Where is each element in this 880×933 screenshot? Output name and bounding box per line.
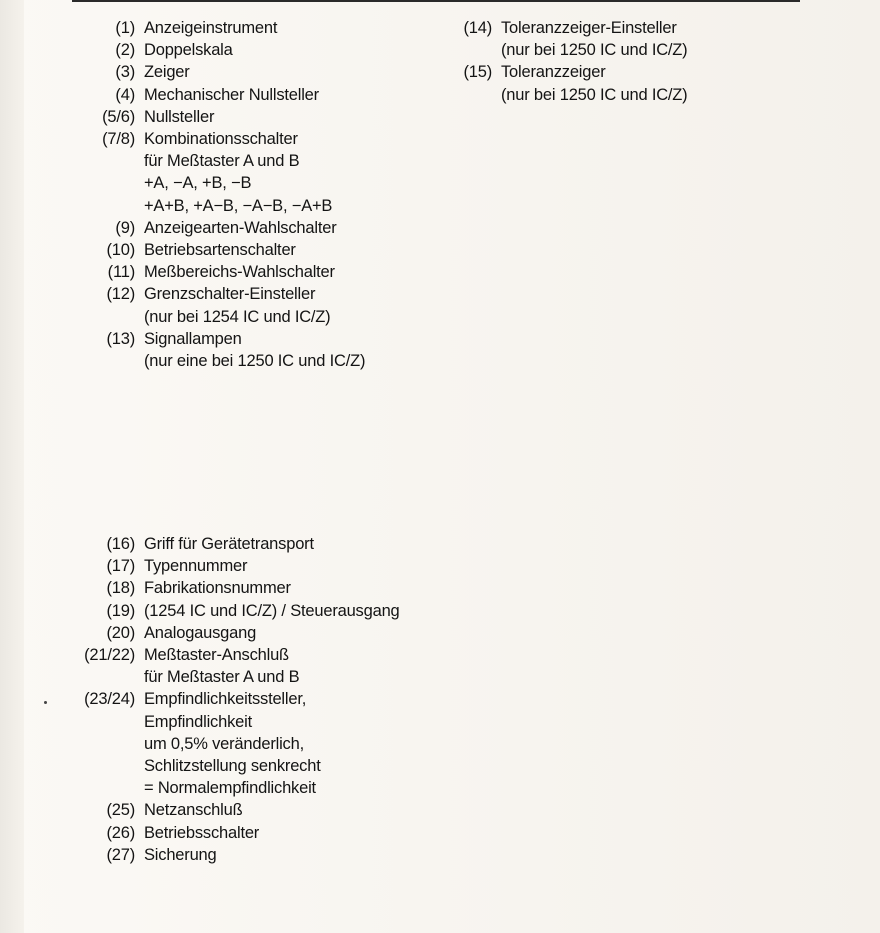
legend-description-line: Schlitzstellung senkrecht xyxy=(144,757,321,776)
legend-description xyxy=(144,39,233,61)
legend-description-line: (nur bei 1250 IC und IC/Z) xyxy=(501,41,688,60)
legend-description-line: (nur bei 1254 IC und IC/Z) xyxy=(144,307,331,326)
legend-description xyxy=(144,217,337,239)
legend-item xyxy=(70,17,365,39)
legend-number: (19) xyxy=(106,601,135,620)
legend-description xyxy=(144,644,299,688)
legend-description-line: Netzanschluß xyxy=(144,801,243,820)
legend-description-line: Fabrikationsnummer xyxy=(144,579,291,598)
legend-number: (5/6) xyxy=(102,107,135,126)
legend-description-line: Anzeigeinstrument xyxy=(144,19,278,37)
legend-item xyxy=(50,644,400,688)
legend-description xyxy=(144,239,296,261)
legend-number: (4) xyxy=(115,85,135,104)
legend-number: (27) xyxy=(106,845,135,864)
top-rule xyxy=(72,0,800,2)
legend-list-top-left xyxy=(70,17,365,372)
legend-description xyxy=(144,533,314,555)
legend-description-line: +A+B, +A−B, −A−B, −A+B xyxy=(144,196,333,215)
legend-number: (20) xyxy=(106,623,135,642)
legend-item xyxy=(50,822,400,844)
legend-description xyxy=(144,128,332,217)
legend-list-bottom xyxy=(50,533,400,866)
legend-item xyxy=(70,84,365,106)
legend-item xyxy=(50,555,400,577)
legend-description-line: Betriebsschalter xyxy=(144,823,260,842)
legend-number: (3) xyxy=(115,63,135,82)
legend-item xyxy=(50,844,400,866)
legend-number: (11) xyxy=(107,263,135,282)
legend-number: (14) xyxy=(463,19,492,37)
legend-description-line: Mechanischer Nullsteller xyxy=(144,85,319,104)
legend-description xyxy=(501,61,687,105)
legend-description-line: Toleranzzeiger-Einsteller xyxy=(501,19,677,37)
legend-number: (16) xyxy=(106,535,135,553)
legend-number: (9) xyxy=(115,218,135,237)
legend-description xyxy=(144,328,365,372)
legend-description-line: Empfindlichkeit xyxy=(144,712,252,731)
legend-description xyxy=(144,84,319,106)
legend-description-line: für Meßtaster A und B xyxy=(144,668,300,687)
legend-description-line: Signallampen xyxy=(144,329,242,348)
legend-description-line: Nullsteller xyxy=(144,107,215,126)
legend-description-line: Meßbereichs-Wahlschalter xyxy=(144,263,335,282)
legend-number: (17) xyxy=(106,557,135,576)
legend-number: (21/22) xyxy=(84,646,135,665)
legend-number: (15) xyxy=(463,63,492,82)
legend-description-line: Doppelskala xyxy=(144,41,233,60)
legend-number: (13) xyxy=(106,329,135,348)
legend-description xyxy=(144,622,256,644)
legend-description-line: Analogausgang xyxy=(144,623,257,642)
legend-list-top-right xyxy=(430,17,687,106)
legend-number: (18) xyxy=(106,579,135,598)
legend-description-line: Betriebsartenschalter xyxy=(144,241,296,260)
legend-item xyxy=(430,61,687,105)
legend-description xyxy=(144,61,190,83)
legend-description xyxy=(144,799,242,821)
page-edge-shadow xyxy=(0,0,24,933)
legend-description-line: Meßtaster-Anschluß xyxy=(144,646,289,665)
legend-description xyxy=(144,261,335,283)
legend-description xyxy=(501,17,687,61)
legend-item xyxy=(70,328,365,372)
legend-description-line: Empfindlichkeitssteller, xyxy=(144,690,307,709)
legend-number: (10) xyxy=(106,241,135,260)
legend-description-line: um 0,5% veränderlich, xyxy=(144,734,304,753)
scan-speck xyxy=(44,701,47,704)
legend-description-line: Toleranzzeiger xyxy=(501,63,606,82)
legend-description-line: Zeiger xyxy=(144,63,190,82)
legend-description-line: +A, −A, +B, −B xyxy=(144,174,252,193)
legend-description-line: = Normalempfindlichkeit xyxy=(144,779,316,798)
legend-description-line: Grenzschalter-Einsteller xyxy=(144,285,316,304)
legend-item xyxy=(70,239,365,261)
legend-number: (1) xyxy=(115,19,135,37)
legend-description xyxy=(144,822,259,844)
legend-item xyxy=(430,17,687,61)
legend-description-line: Sicherung xyxy=(144,845,217,864)
legend-description xyxy=(144,555,247,577)
legend-description xyxy=(144,577,291,599)
legend-description xyxy=(144,283,330,327)
legend-number: (25) xyxy=(106,801,135,820)
legend-item xyxy=(70,61,365,83)
legend-number: (23/24) xyxy=(84,690,135,709)
legend-number: (7/8) xyxy=(102,130,135,149)
legend-description xyxy=(144,17,277,39)
legend-item xyxy=(50,799,400,821)
legend-description-line: Anzeigearten-Wahlschalter xyxy=(144,218,337,237)
legend-description-line: (1254 IC und IC/Z) / Steuerausgang xyxy=(144,601,400,620)
legend-description xyxy=(144,844,217,866)
legend-item xyxy=(50,688,400,799)
legend-description xyxy=(144,688,321,799)
legend-item xyxy=(50,533,400,555)
legend-description-line: Kombinationsschalter xyxy=(144,130,298,149)
legend-item xyxy=(50,577,400,599)
legend-item xyxy=(70,261,365,283)
legend-description-line: (nur eine bei 1250 IC und IC/Z) xyxy=(144,352,366,371)
legend-item xyxy=(70,106,365,128)
legend-item xyxy=(70,283,365,327)
legend-number: (12) xyxy=(106,285,135,304)
legend-item xyxy=(50,600,400,622)
legend-item xyxy=(50,622,400,644)
legend-description-line: Griff für Gerätetransport xyxy=(144,535,314,553)
legend-number: (2) xyxy=(115,41,135,60)
legend-description-line: (nur bei 1250 IC und IC/Z) xyxy=(501,85,688,104)
legend-item xyxy=(70,39,365,61)
legend-description-line: Typennummer xyxy=(144,557,248,576)
legend-number: (26) xyxy=(106,823,135,842)
legend-description xyxy=(144,106,214,128)
legend-item xyxy=(70,128,365,217)
legend-item xyxy=(70,217,365,239)
legend-description xyxy=(144,600,400,622)
legend-description-line: für Meßtaster A und B xyxy=(144,152,300,171)
